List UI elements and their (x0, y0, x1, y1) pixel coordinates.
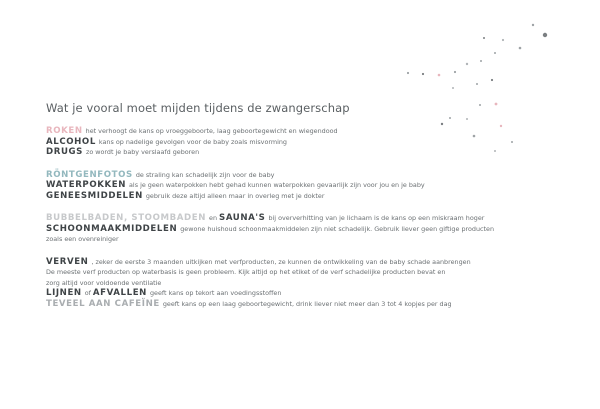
dot (441, 123, 443, 125)
list-item (46, 213, 556, 224)
dot (422, 73, 424, 75)
page-title: Wat je vooral moet mijden tijdens de zwangerschap (46, 101, 350, 115)
description: kans op nadelige gevolgen voor de baby zoals misvorming (98, 137, 287, 146)
paragraph (46, 213, 556, 245)
list-item-continued (46, 234, 556, 245)
description: als je geen waterpokken hebt gehad kunnen waterpokken gevaarlijk zijn voor jou en je baby (129, 181, 425, 189)
keyword-waterpokken: WATERPOKKEN (46, 180, 127, 190)
list-item (46, 126, 556, 137)
connector: en (209, 214, 218, 222)
description: , zeker de eerste 3 maanden uitkijken met verfproducten, ze kunnen de ontwikkeling van de baby schade aanbrengen (91, 257, 471, 266)
dot (466, 118, 468, 120)
paragraph (46, 126, 556, 158)
description: gewone huishoud schoonmaakmiddelen zijn niet schadelijk. Gebruik liever geen giftige producten (180, 224, 495, 233)
description: zoals een ovenreiniger (46, 235, 119, 243)
dot (495, 103, 498, 106)
keyword-schoonmaakmiddelen: SCHOONMAAKMIDDELEN (46, 223, 178, 234)
keyword-saunas: SAUNA'S (219, 213, 266, 223)
dot (449, 117, 451, 119)
keyword-alcohol: ALCOHOL (46, 136, 96, 147)
paragraph (46, 257, 556, 310)
description: De meeste verf producten op waterbasis is geen probleem. Kijk altijd op het etiket of de verf schadelijke producten bevat en (46, 268, 446, 276)
list-item (46, 288, 556, 299)
dot (491, 79, 493, 81)
paragraph (46, 170, 556, 202)
list-item (46, 299, 556, 310)
connector: of (84, 289, 91, 297)
dot (502, 39, 504, 41)
dot (494, 52, 496, 54)
dot (532, 24, 534, 26)
keyword-drugs: DRUGS (46, 147, 83, 157)
description: geeft kans op een laag geboortegewicht, drink liever niet meer dan 3 tot 4 kopjes per dag (162, 299, 452, 308)
dot (407, 72, 409, 74)
dot (438, 74, 441, 77)
keyword-roken: ROKEN (46, 126, 83, 136)
description: zo wordt je baby verslaafd geboren (85, 148, 200, 156)
description: bij oververhitting van je lichaam is de kans op een miskraam hoger (268, 214, 485, 222)
dot (479, 104, 481, 106)
list-item (46, 170, 556, 181)
keyword-bubbelbaden-stoombaden: BUBBELBADEN, STOOMBADEN (46, 213, 207, 223)
dot (543, 33, 547, 37)
keyword-teveel-aan-cafeine: TEVEEL AAN CAFEÏNE (46, 298, 160, 309)
description: geeft kans op tekort aan voedingsstoffen (149, 289, 282, 297)
list-item (46, 137, 556, 148)
keyword-verven: VERVEN (46, 256, 89, 267)
dot (519, 47, 522, 50)
description: het verhoogt de kans op vroeggeboorte, laag geboortegewicht en wiegendood (85, 127, 338, 135)
list-item-continued (46, 267, 556, 278)
dot (466, 63, 468, 65)
list-item (46, 180, 556, 191)
list-item (46, 224, 556, 235)
dot (454, 71, 456, 73)
keyword-lijnen: LIJNEN (46, 288, 82, 298)
keyword-rontgenfotos: RÖNTGENFOTOS (46, 169, 133, 180)
keyword-afvallen: AFVALLEN (92, 288, 147, 298)
description: de straling kan schadelijk zijn voor de baby (135, 170, 275, 179)
dot (480, 60, 482, 62)
keyword-geneesmiddelen: GENEESMIDDELEN (46, 190, 143, 201)
dot (483, 37, 485, 39)
description: zorg altijd voor voldoende ventilatie (46, 278, 162, 287)
dot (476, 83, 478, 85)
list-item (46, 257, 556, 268)
dot (452, 87, 454, 89)
description: gebruik deze altijd alleen maar in overleg met je dokter (145, 191, 325, 200)
content-list (46, 126, 556, 321)
list-item-continued (46, 278, 556, 289)
list-item (46, 147, 556, 158)
list-item (46, 191, 556, 202)
